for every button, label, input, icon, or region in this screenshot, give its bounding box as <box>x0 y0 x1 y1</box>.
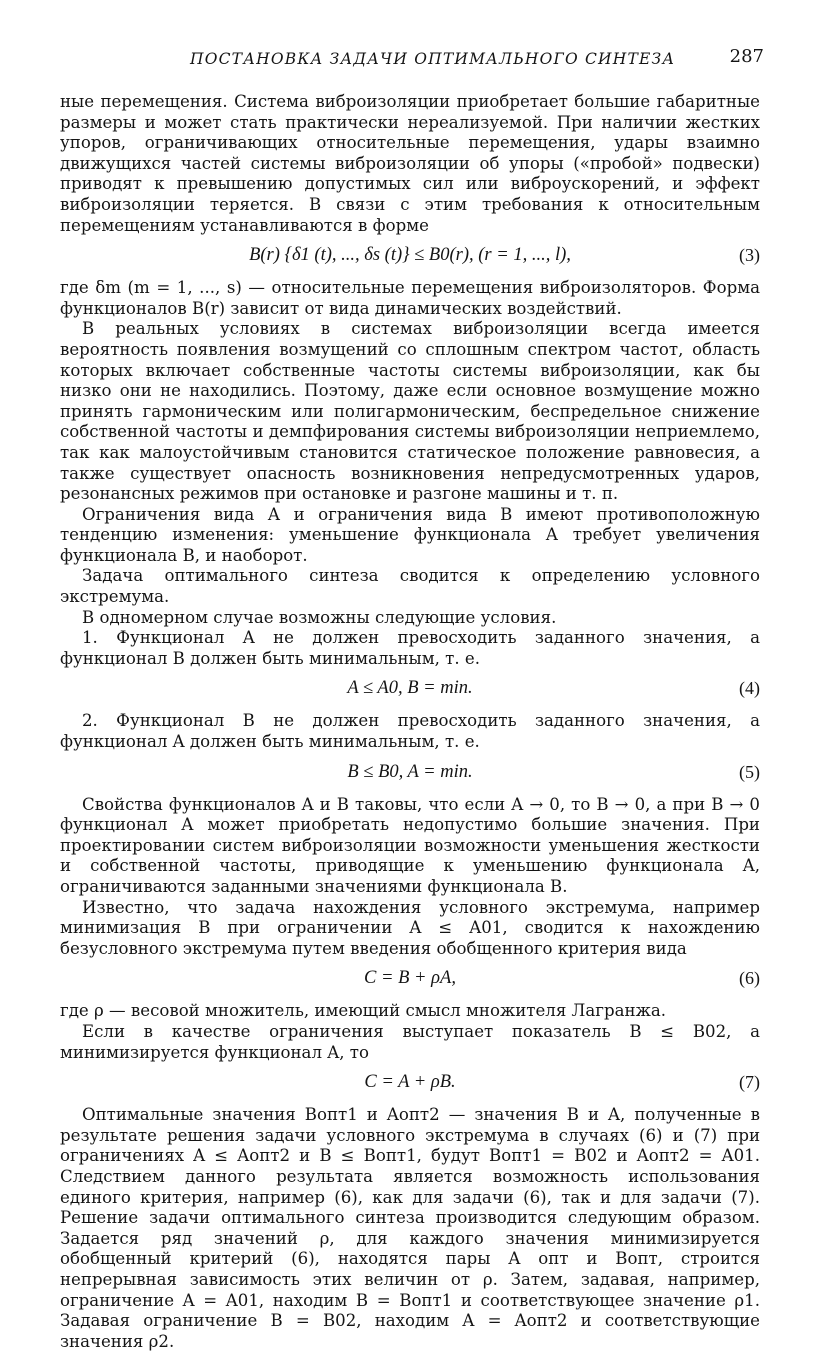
page-header <box>60 42 764 72</box>
equation-6 <box>60 964 760 994</box>
equation-expression: C = B + ρA, <box>364 968 456 989</box>
paragraph: Ограничения вида А и ограничения вида В имеют противоположную тенденцию изменения: уменьшение функционала A требует увеличения функционала B, и наоборот. <box>60 504 760 565</box>
equation-expression: C = A + ρB. <box>364 1072 456 1093</box>
equation-expression: B ≤ B0, A = min. <box>347 761 473 782</box>
paragraph: Свойства функционалов A и B таковы, что если A → 0, то B → 0, а при B → 0 функционал A может приобретать недопустимо большие значения. При проектировании систем виброизоляции возможности уменьшения жесткости и собственной частоты, приводящие к уменьшению функционала A, ограничиваются заданными значениями функционала B. <box>60 794 760 896</box>
equation-number: (7) <box>739 1072 760 1093</box>
paragraph: Оптимальные значения Bопт1 и Aопт2 — значения B и A, полученные в результате решения задачи условного экстремума в случаях (6) и (7) при ограничениях A ≤ Aопт2 и B ≤ Bопт1, будут Bопт1 = B02 и Aопт2 = A01. Следствием данного результата является возможность использования единого критерия, например (6), как для задачи (6), так и для задачи (7). Решение задачи оптимального синтеза производится следующим образом. Задается ряд значений ρ, для каждого значения минимизируется обобщенный критерий (6), находятся пары A опт и Bопт, строится непрерывная зависимость этих величин от ρ. Затем, задавая, например, ограничение A = A01, находим B = Bопт1 и соответствующее значение ρ1. Задавая ограничение B = B02, находим A = Aопт2 и соответствующие значения ρ2. <box>60 1105 760 1351</box>
equation-number: (5) <box>739 761 760 782</box>
paragraph: где ρ — весовой множитель, имеющий смысл множителя Лагранжа. <box>60 1001 667 1021</box>
equation-number: (6) <box>739 968 760 989</box>
paragraph: где δm (m = 1, ..., s) — относительные перемещения виброизоляторов. Форма функционалов B(r) зависит от вида динамических воздействий. <box>60 278 760 318</box>
equation-number: (4) <box>739 678 760 699</box>
equation-expression: B(r) {δ1 (t), ..., δs (t)} ≤ B0(r), (r = 1, ..., l), <box>249 245 571 266</box>
body-text <box>60 92 760 1352</box>
equation-5 <box>60 758 760 788</box>
equation-3 <box>60 241 760 271</box>
paragraph: Задача оптимального синтеза сводится к определению условного экстремума. <box>60 566 760 607</box>
paragraph: Если в качестве ограничения выступает показатель B ≤ B02, а минимизируется функционал A, то <box>60 1021 760 1062</box>
paragraph: Известно, что задача нахождения условного экстремума, например минимизация B при ограничении A ≤ A01, сводится к нахождению безусловного экстремума путем введения обобщенного критерия вида <box>60 897 760 958</box>
equation-7 <box>60 1068 760 1098</box>
page <box>60 42 764 1352</box>
paragraph: ные перемещения. Система виброизоляции приобретает большие габаритные размеры и может стать практически нереализуемой. При наличии жестких упоров, ограничивающих относительные перемещения, удары взаимно движущихся частей системы виброизоляции об упоры («пробой» подвески) приводят к превышению допустимых сил или виброускорений, и эффект виброизоляции теряется. В связи с этим требования к относительным перемещениям устанавливаются в форме <box>60 92 760 235</box>
paragraph: 1. Функционал A не должен превосходить заданного значения, а функционал B должен быть минимальным, т. е. <box>60 628 760 668</box>
paragraph: 2. Функционал B не должен превосходить заданного значения, а функционал A должен быть минимальным, т. е. <box>60 711 760 752</box>
running-title: ПОСТАНОВКА ЗАДАЧИ ОПТИМАЛЬНОГО СИНТЕЗА <box>190 50 676 68</box>
equation-4 <box>60 674 760 704</box>
page-number: 287 <box>729 46 764 67</box>
paragraph: В реальных условиях в системах виброизоляции всегда имеется вероятность появления возмущений со сплошным спектром частот, область которых включает собственные частоты системы виброизоляции, как бы низко они не находились. Поэтому, даже если основное возмущение можно принять гармоническим или полигармоническим, беспредельное снижение собственной частоты и демпфирования системы виброизоляции неприемлемо, так как малоустойчивым становится статическое положение равновесия, а также существует опасность возникновения непредусмотренных ударов, резонансных режимов при остановке и разгоне машины и т. п. <box>60 319 760 504</box>
equation-expression: A ≤ A0, B = min. <box>347 678 473 699</box>
equation-number: (3) <box>739 245 760 266</box>
paragraph: В одномерном случае возможны следующие условия. <box>82 607 557 627</box>
